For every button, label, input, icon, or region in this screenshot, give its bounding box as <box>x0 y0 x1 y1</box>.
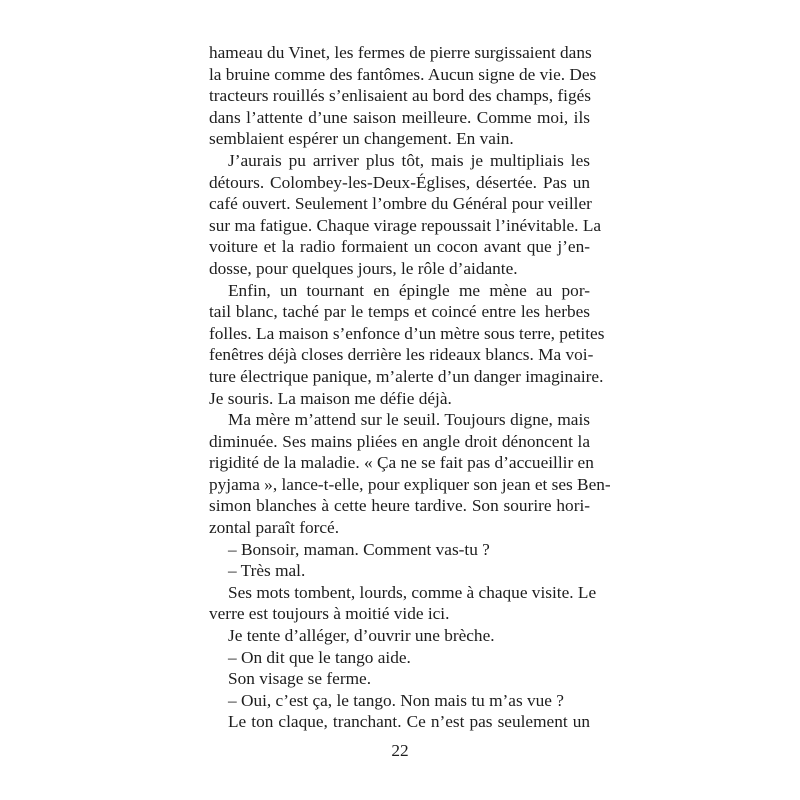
text-line: Je tente d’alléger, d’ouvrir une brèche. <box>228 626 495 646</box>
paragraph <box>209 690 590 712</box>
paragraph <box>209 539 590 561</box>
text-line: pyjama », lance-t-elle, pour expliquer son jean et ses Ben- <box>209 474 611 494</box>
text-line: ture électrique panique, m’alerte d’un danger imaginaire. <box>209 366 604 386</box>
text-line: folles. La maison s’enfonce d’un mètre sous terre, petites <box>209 323 605 343</box>
text-line: la bruine comme des fantômes. Aucun signe de vie. Des <box>209 64 597 84</box>
text-line: café ouvert. Seulement l’ombre du Général pour veiller <box>209 194 592 214</box>
text-line: fenêtres déjà closes derrière les rideaux blancs. Ma voi- <box>209 345 594 365</box>
text-line: rigidité de la maladie. « Ça ne se fait pas d’accueillir en <box>209 453 594 473</box>
text-line: détours. Colombey-les-Deux-Églises, désertée. Pas un <box>209 172 590 192</box>
text-line: verre est toujours à moitié vide ici. <box>209 604 450 624</box>
text-line: tail blanc, taché par le temps et coincé entre les herbes <box>209 302 590 322</box>
paragraph <box>209 280 605 410</box>
text-line: Ses mots tombent, lourds, comme à chaque visite. Le <box>228 582 597 602</box>
paragraph <box>209 150 602 280</box>
text-line: Enfin, un tournant en épingle me mène au por- <box>228 280 590 300</box>
paragraph <box>209 42 597 150</box>
text-line: voiture et la radio formaient un cocon avant que j’en- <box>209 237 590 257</box>
paragraph <box>209 668 590 690</box>
text-line: semblaient espérer un changement. En vain. <box>209 129 514 149</box>
page-number: 22 <box>391 741 409 760</box>
paragraph <box>209 625 590 647</box>
text-line: – Oui, c’est ça, le tango. Non mais tu m’as vue ? <box>228 690 564 710</box>
text-line: zontal paraît forcé. <box>209 518 340 538</box>
paragraph <box>209 711 590 733</box>
text-line: – On dit que le tango aide. <box>228 647 411 667</box>
text-line: Le ton claque, tranchant. Ce n’est pas seulement un <box>228 712 590 732</box>
text-line: sur ma fatigue. Chaque virage repoussait l’inévitable. La <box>209 215 602 235</box>
text-line: diminuée. Ses mains pliées en angle droit dénoncent la <box>209 431 590 451</box>
body-text <box>209 42 611 733</box>
text-line: Je souris. La maison me défie déjà. <box>209 388 452 408</box>
text-line: dosse, pour quelques jours, le rôle d’aidante. <box>209 258 518 278</box>
paragraph <box>209 409 611 539</box>
text-line: J’aurais pu arriver plus tôt, mais je multipliais les <box>228 150 590 170</box>
text-line: Son visage se ferme. <box>228 669 372 689</box>
paragraph <box>209 647 590 669</box>
text-line: Ma mère m’attend sur le seuil. Toujours digne, mais <box>228 410 590 430</box>
text-line: simon blanches à cette heure tardive. Son sourire hori- <box>209 496 590 516</box>
text-line: hameau du Vinet, les fermes de pierre surgissaient dans <box>209 43 592 62</box>
paragraph <box>209 560 590 582</box>
text-line: dans l’attente d’une saison meilleure. Comme moi, ils <box>209 107 590 127</box>
text-line: tracteurs rouillés s’enlisaient au bord des champs, figés <box>209 86 591 106</box>
paragraph <box>209 582 597 625</box>
text-line: – Bonsoir, maman. Comment vas-tu ? <box>228 539 490 559</box>
text-line: – Très mal. <box>228 561 306 581</box>
